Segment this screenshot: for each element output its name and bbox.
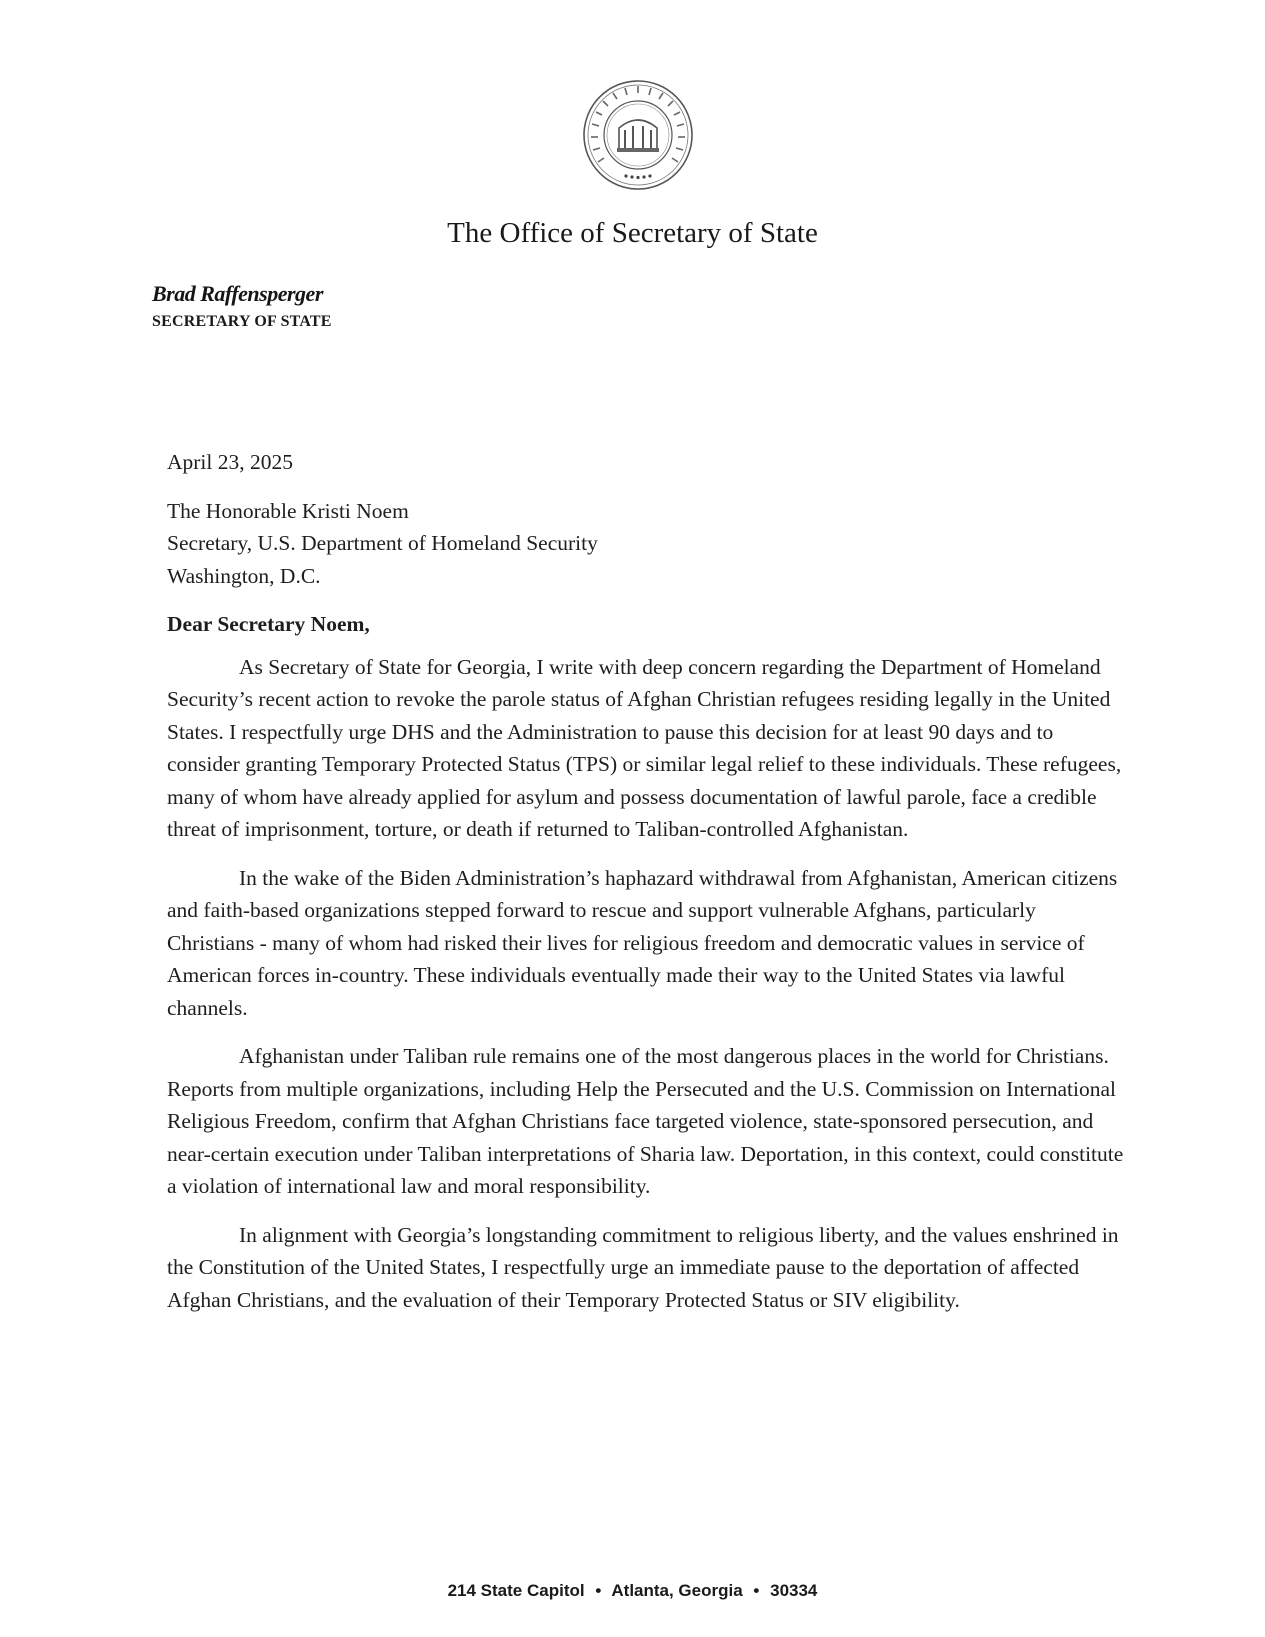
letter-date: April 23, 2025 <box>167 450 294 474</box>
footer-street: 214 State Capitol <box>447 1581 585 1600</box>
footer-separator: • <box>753 1581 760 1600</box>
footer-city: Atlanta, Georgia <box>611 1581 743 1600</box>
letter-paragraph: As Secretary of State for Georgia, I write with deep concern regarding the Department of Homeland Security’s recent action to revoke the parole status of Afghan Christian refugees residing legally in the United States. I respectfully urge DHS and the Administration to pause this decision for at least 90 days and to consider granting Temporary Protected Status (TPS) or similar legal relief to these individuals. These refugees, many of whom have already applied for asylum and possess documentation of lawful parole, face a credible threat of imprisonment, torture, or death if returned to Taliban-controlled Afghanistan. <box>167 654 1122 841</box>
letter-body <box>167 446 1127 1332</box>
signature-name: Brad Raffensperger <box>152 281 323 306</box>
recipient-address <box>167 495 1127 593</box>
signature-title: SECRETARY OF STATE <box>152 313 332 330</box>
office-title: The Office of Secretary of State <box>447 217 818 249</box>
state-seal-icon <box>581 78 695 192</box>
footer-separator: • <box>595 1581 602 1600</box>
letter-paragraph: In the wake of the Biden Administration’s haphazard withdrawal from Afghanistan, American citizens and faith-based organizations stepped forward to rescue and support vulnerable Afghans, particularly Christians - many of whom had risked their lives for religious freedom and democratic values in service of American forces in-country. These individuals eventually made their way to the United States via lawful channels. <box>167 865 1118 1020</box>
letter-paragraph: Afghanistan under Taliban rule remains one of the most dangerous places in the world for Christians. Reports from multiple organizations, including Help the Persecuted and the U.S. Commission on International Religious Freedom, confirm that Afghan Christians face targeted violence, state-sponsored persecution, and near-certain execution under Taliban interpretations of Sharia law. Deportation, in this context, could constitute a violation of international law and moral responsibility. <box>167 1044 1124 1198</box>
recipient-line: The Honorable Kristi Noem <box>167 498 409 523</box>
recipient-line: Secretary, U.S. Department of Homeland Security <box>167 531 598 555</box>
footer-address <box>0 1580 1265 1602</box>
footer-zip: 30334 <box>770 1581 818 1600</box>
letter-paragraph: In alignment with Georgia’s longstanding commitment to religious liberty, and the values enshrined in the Constitution of the United States, I respectfully urge an immediate pause to the deportation of affected Afghan Christians, and the evaluation of their Temporary Protected Status or SIV eligibility. <box>167 1222 1119 1312</box>
letter-greeting: Dear Secretary Noem, <box>167 612 370 636</box>
recipient-line: Washington, D.C. <box>167 563 321 588</box>
